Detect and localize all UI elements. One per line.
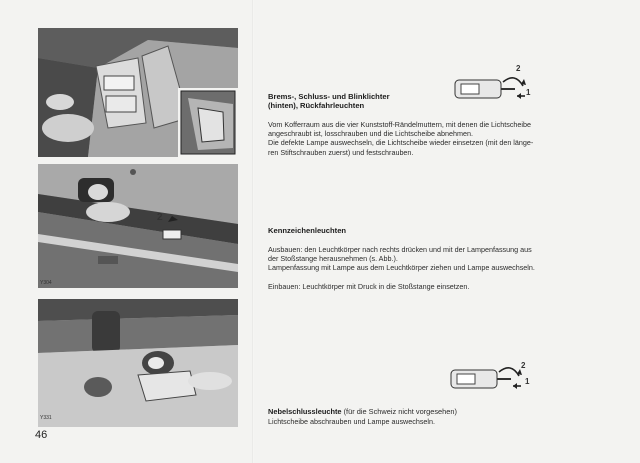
photo-tail-light: [38, 28, 238, 157]
photo-code-middle: Y304: [40, 280, 52, 286]
photo-license-plate-light: [38, 164, 238, 288]
text-fog-light: Lichtscheibe abschrauben und Lampe auswechseln.: [268, 417, 436, 426]
photo-code-bottom: Y331: [40, 415, 52, 421]
heading-fog-light: Nebelschlussleuchte (für die Schweiz nicht vorgesehen): [268, 407, 457, 416]
bulb-diagram-top: [451, 70, 531, 110]
diagram-label-2-middle: 2: [157, 212, 163, 223]
page-number: 46: [35, 429, 48, 441]
heading-tail-lights: Brems-, Schluss- und Blinklichter (hinten), Rückfahrleuchten: [268, 92, 390, 110]
page-spine: [252, 0, 254, 463]
diagram-label-1-top: 1: [526, 88, 531, 97]
diagram-label-1-bottom: 1: [525, 377, 530, 386]
diagram-label-2-top: 2: [516, 64, 521, 73]
heading-license-plate-lights: Kennzeichenleuchten: [268, 226, 347, 235]
bulb-diagram-bottom: [447, 360, 530, 400]
photo-fog-light: [38, 299, 238, 427]
text-license-plate-lights: Ausbauen: den Leuchtkörper nach rechts drücken und mit der Lampenfassung aus der Stoßstange herausnehmen (s. Abb.). Lampenfassung mit Lampe aus dem Leuchtkörper ziehen und Lampe auswechseln. Einbauen: Leuchtkörper mit Druck in die Stoßstange einsetzen.: [268, 245, 535, 291]
diagram-label-2-bottom: 2: [521, 361, 526, 370]
text-tail-lights: Vom Kofferraum aus die vier Kunststoff-Rändelmuttern, mit denen die Lichtscheibe angeschraubt ist, losschrauben und die Lichtscheibe abnehmen. Die defekte Lampe auswechseln, die Lichtscheibe wieder einsetzen (mit den länge- ren Stiftschrauben zuerst) und festschrauben.: [268, 120, 534, 157]
